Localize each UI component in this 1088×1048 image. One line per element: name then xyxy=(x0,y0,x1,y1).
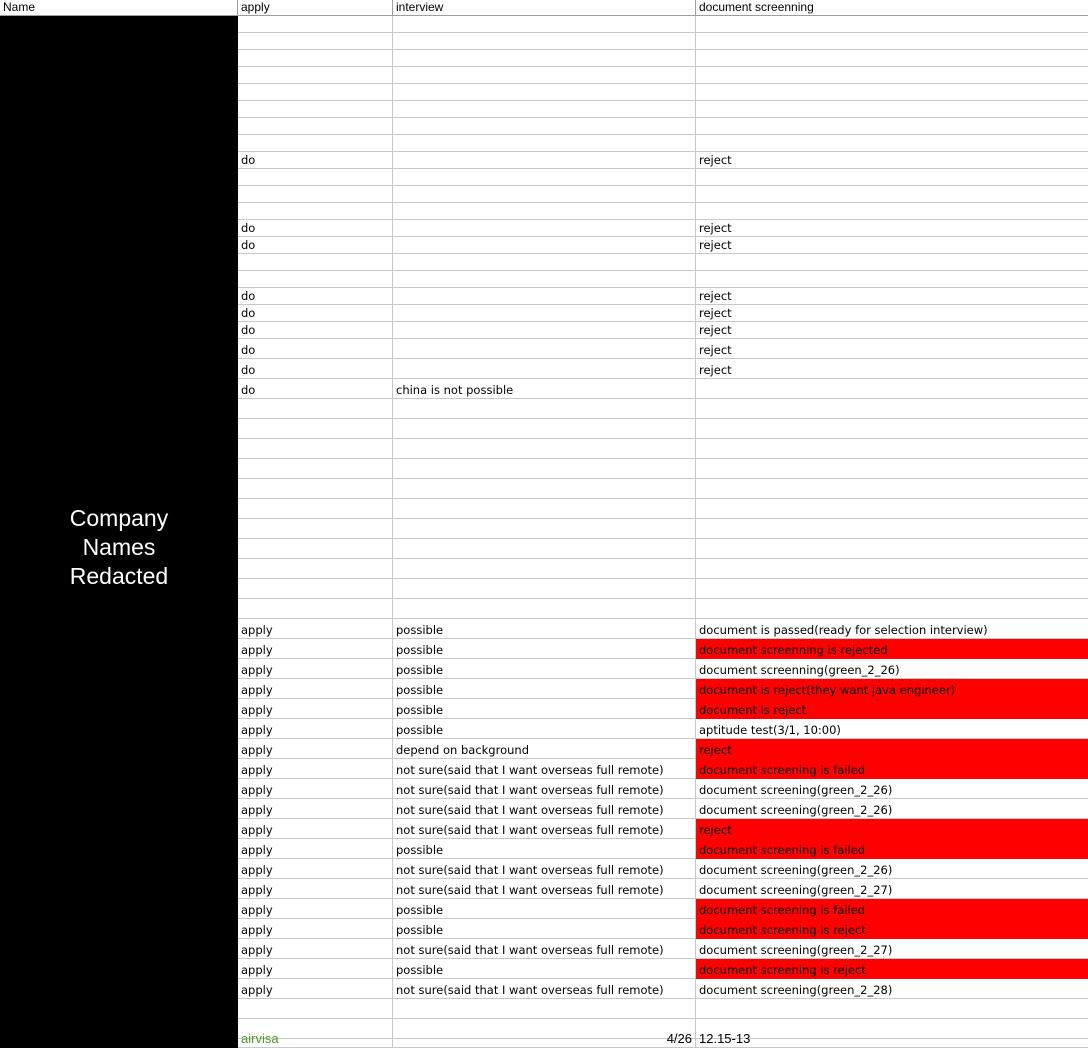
table-row xyxy=(238,699,1088,719)
cell-interview[interactable] xyxy=(393,499,696,519)
cell-document-screening[interactable] xyxy=(696,254,1088,271)
cell-document-screening[interactable]: document screening(green_2_27) xyxy=(696,879,1088,899)
table-row xyxy=(238,739,1088,759)
cell-apply[interactable] xyxy=(238,186,393,203)
cell-document-screening[interactable] xyxy=(696,419,1088,439)
cell-interview[interactable] xyxy=(393,16,696,33)
cell-document-screening[interactable] xyxy=(696,67,1088,84)
cell-document-screening[interactable] xyxy=(696,379,1088,399)
cell-apply[interactable]: apply xyxy=(238,979,393,999)
cell-apply[interactable]: apply xyxy=(238,679,393,699)
cell-document-screening[interactable] xyxy=(696,169,1088,186)
cell-document-screening[interactable] xyxy=(696,186,1088,203)
redacted-label xyxy=(0,504,238,591)
cell-interview[interactable] xyxy=(393,479,696,499)
cell-document-screening[interactable]: document screening(green_2_26) xyxy=(696,859,1088,879)
cell-apply[interactable]: do xyxy=(238,237,393,254)
cell-interview[interactable] xyxy=(393,135,696,152)
cell-apply[interactable]: apply xyxy=(238,819,393,839)
table-row xyxy=(238,67,1088,84)
cell-document-screening[interactable]: reject xyxy=(696,305,1088,322)
cell-interview[interactable] xyxy=(393,271,696,288)
table-row xyxy=(238,559,1088,579)
cell-document-screening[interactable] xyxy=(696,101,1088,118)
cell-apply[interactable]: do xyxy=(238,152,393,169)
cell-document-screening[interactable]: aptitude test(3/1, 10:00) xyxy=(696,719,1088,739)
cell-apply[interactable] xyxy=(238,539,393,559)
cell-document-screening[interactable] xyxy=(696,135,1088,152)
cell-document-screening[interactable] xyxy=(696,16,1088,33)
table-row xyxy=(238,519,1088,539)
cell-document-screening[interactable] xyxy=(696,459,1088,479)
cell-interview[interactable]: not sure(said that I want overseas full remote) xyxy=(393,879,696,899)
cell-interview[interactable]: not sure(said that I want overseas full remote) xyxy=(393,779,696,799)
table-row xyxy=(238,919,1088,939)
cell-document-screening[interactable]: document screening is failed xyxy=(696,899,1088,919)
cell-interview[interactable]: possible xyxy=(393,959,696,979)
cell-apply[interactable] xyxy=(238,599,393,619)
cell-document-screening[interactable] xyxy=(696,599,1088,619)
cell-document-screening[interactable] xyxy=(696,999,1088,1019)
cell-apply[interactable]: do xyxy=(238,339,393,359)
cell-document-screening[interactable]: document screenning is rejected xyxy=(696,639,1088,659)
table-row xyxy=(238,305,1088,322)
cell-interview[interactable]: china is not possible xyxy=(393,379,696,399)
cell-apply[interactable] xyxy=(238,271,393,288)
cell-document-screening[interactable]: reject xyxy=(696,152,1088,169)
cell-apply[interactable]: apply xyxy=(238,759,393,779)
cell-document-screening[interactable]: document screening is failed xyxy=(696,759,1088,779)
cell-interview[interactable] xyxy=(393,169,696,186)
table-row xyxy=(238,439,1088,459)
table-row xyxy=(238,959,1088,979)
table-row xyxy=(238,220,1088,237)
cell-document-screening[interactable]: document screening is failed xyxy=(696,839,1088,859)
table-row xyxy=(238,879,1088,899)
cell-apply[interactable]: do xyxy=(238,322,393,339)
cell-interview[interactable]: possible xyxy=(393,719,696,739)
cell-document-screening[interactable] xyxy=(696,559,1088,579)
table-row xyxy=(238,169,1088,186)
table-row xyxy=(238,579,1088,599)
table-row xyxy=(238,288,1088,305)
cell-interview[interactable] xyxy=(393,459,696,479)
cell-document-screening[interactable]: reject xyxy=(696,359,1088,379)
table-row xyxy=(238,419,1088,439)
cell-interview[interactable]: depend on background xyxy=(393,739,696,759)
cell-document-screening[interactable] xyxy=(696,439,1088,459)
cell-apply[interactable] xyxy=(238,50,393,67)
table-row xyxy=(238,499,1088,519)
cell-document-screening[interactable] xyxy=(696,271,1088,288)
cell-document-screening[interactable]: reject xyxy=(696,819,1088,839)
cell-apply[interactable] xyxy=(238,84,393,101)
cell-document-screening[interactable] xyxy=(696,50,1088,67)
cell-interview[interactable]: possible xyxy=(393,619,696,639)
table-row xyxy=(238,479,1088,499)
cell-apply[interactable] xyxy=(238,254,393,271)
cell-document-screening[interactable]: document screening(green_2_28) xyxy=(696,979,1088,999)
cell-interview[interactable] xyxy=(393,999,696,1019)
cell-interview[interactable] xyxy=(393,419,696,439)
cell-document-screening[interactable]: document screening is reject xyxy=(696,959,1088,979)
cell-apply[interactable] xyxy=(238,16,393,33)
cell-document-screening[interactable]: reject xyxy=(696,220,1088,237)
cell-document-screening[interactable] xyxy=(696,399,1088,419)
cell-interview[interactable] xyxy=(393,599,696,619)
footer-apply-cell[interactable]: airvisa xyxy=(238,1028,393,1048)
cell-apply[interactable]: apply xyxy=(238,859,393,879)
cell-apply[interactable] xyxy=(238,118,393,135)
cell-apply[interactable] xyxy=(238,419,393,439)
cell-interview[interactable] xyxy=(393,519,696,539)
table-row xyxy=(238,33,1088,50)
cell-apply[interactable]: apply xyxy=(238,699,393,719)
table-row xyxy=(238,839,1088,859)
cell-document-screening[interactable]: document is passed(ready for selection interview) xyxy=(696,619,1088,639)
cell-document-screening[interactable] xyxy=(696,118,1088,135)
cell-document-screening[interactable]: reject xyxy=(696,339,1088,359)
table-row xyxy=(238,359,1088,379)
cell-interview[interactable] xyxy=(393,254,696,271)
cell-interview[interactable] xyxy=(393,220,696,237)
table-row xyxy=(238,979,1088,999)
cell-document-screening[interactable]: document is reject xyxy=(696,699,1088,719)
cell-apply[interactable] xyxy=(238,499,393,519)
cell-document-screening[interactable]: document is reject(they want java engineer) xyxy=(696,679,1088,699)
cell-apply[interactable] xyxy=(238,67,393,84)
table-row xyxy=(238,799,1088,819)
cell-interview[interactable] xyxy=(393,399,696,419)
cell-apply[interactable] xyxy=(238,999,393,1019)
table-row xyxy=(238,101,1088,118)
cell-interview[interactable]: not sure(said that I want overseas full remote) xyxy=(393,979,696,999)
cell-document-screening[interactable]: document screening(green_2_26) xyxy=(696,779,1088,799)
cell-interview[interactable] xyxy=(393,84,696,101)
cell-document-screening[interactable] xyxy=(696,579,1088,599)
cell-apply[interactable]: do xyxy=(238,359,393,379)
cell-document-screening[interactable]: document screenning(green_2_26) xyxy=(696,659,1088,679)
footer-interview-cell[interactable]: 4/26 xyxy=(393,1028,696,1048)
cell-interview[interactable]: possible xyxy=(393,839,696,859)
cell-apply[interactable]: apply xyxy=(238,919,393,939)
table-row xyxy=(238,639,1088,659)
cell-interview[interactable] xyxy=(393,339,696,359)
cell-interview[interactable]: not sure(said that I want overseas full remote) xyxy=(393,819,696,839)
table-row xyxy=(238,659,1088,679)
cell-interview[interactable]: possible xyxy=(393,699,696,719)
cell-interview[interactable]: not sure(said that I want overseas full remote) xyxy=(393,759,696,779)
footer-document-cell[interactable]: 12.15-13 xyxy=(696,1028,1088,1048)
table-row xyxy=(238,619,1088,639)
table-row xyxy=(238,679,1088,699)
cell-apply[interactable]: do xyxy=(238,220,393,237)
cell-document-screening[interactable] xyxy=(696,519,1088,539)
cell-apply[interactable]: apply xyxy=(238,899,393,919)
cell-interview[interactable] xyxy=(393,186,696,203)
cell-interview[interactable]: possible xyxy=(393,659,696,679)
table-row xyxy=(238,135,1088,152)
cell-interview[interactable]: not sure(said that I want overseas full remote) xyxy=(393,799,696,819)
table-row xyxy=(238,322,1088,339)
table-row xyxy=(238,186,1088,203)
cell-document-screening[interactable] xyxy=(696,479,1088,499)
table-row xyxy=(238,254,1088,271)
cell-interview[interactable] xyxy=(393,203,696,220)
table-row xyxy=(238,237,1088,254)
cell-interview[interactable] xyxy=(393,439,696,459)
cell-apply[interactable]: apply xyxy=(238,799,393,819)
table-row xyxy=(238,859,1088,879)
table-row xyxy=(238,16,1088,33)
cell-document-screening[interactable]: document screening(green_2_26) xyxy=(696,799,1088,819)
cell-interview[interactable] xyxy=(393,359,696,379)
cell-apply[interactable] xyxy=(238,439,393,459)
header-document-screening[interactable]: document screenning xyxy=(699,0,814,14)
cell-interview[interactable] xyxy=(393,101,696,118)
cell-apply[interactable]: apply xyxy=(238,639,393,659)
table-row xyxy=(238,399,1088,419)
cell-interview[interactable] xyxy=(393,305,696,322)
cell-interview[interactable]: possible xyxy=(393,899,696,919)
name-column-redacted xyxy=(0,16,238,1048)
redacted-line-3: Redacted xyxy=(69,563,169,589)
cell-apply[interactable]: do xyxy=(238,305,393,322)
cell-interview[interactable]: possible xyxy=(393,919,696,939)
cell-interview[interactable] xyxy=(393,152,696,169)
cell-apply[interactable] xyxy=(238,33,393,50)
cell-apply[interactable]: apply xyxy=(238,619,393,639)
cell-interview[interactable] xyxy=(393,33,696,50)
cell-apply[interactable]: apply xyxy=(238,839,393,859)
cell-document-screening[interactable] xyxy=(696,33,1088,50)
cell-apply[interactable] xyxy=(238,135,393,152)
cell-apply[interactable]: apply xyxy=(238,719,393,739)
cell-interview[interactable] xyxy=(393,539,696,559)
cell-apply[interactable]: apply xyxy=(238,739,393,759)
cell-interview[interactable] xyxy=(393,237,696,254)
cell-interview[interactable] xyxy=(393,559,696,579)
cell-interview[interactable]: possible xyxy=(393,679,696,699)
cell-apply[interactable] xyxy=(238,203,393,220)
table-row xyxy=(238,759,1088,779)
table-row xyxy=(238,539,1088,559)
cell-apply[interactable] xyxy=(238,101,393,118)
cell-apply[interactable]: apply xyxy=(238,659,393,679)
cell-apply[interactable] xyxy=(238,559,393,579)
table-row xyxy=(238,379,1088,399)
cell-apply[interactable] xyxy=(238,459,393,479)
table-row xyxy=(238,459,1088,479)
cell-interview[interactable] xyxy=(393,322,696,339)
cell-apply[interactable]: apply xyxy=(238,939,393,959)
cell-document-screening[interactable] xyxy=(696,84,1088,101)
cell-document-screening[interactable]: reject xyxy=(696,237,1088,254)
cell-apply[interactable] xyxy=(238,479,393,499)
cell-apply[interactable] xyxy=(238,399,393,419)
table-row xyxy=(238,899,1088,919)
table-row xyxy=(238,118,1088,135)
table-row xyxy=(238,719,1088,739)
table-row xyxy=(238,50,1088,67)
cell-document-screening[interactable]: reject xyxy=(696,322,1088,339)
cell-apply[interactable]: do xyxy=(238,379,393,399)
cell-interview[interactable] xyxy=(393,67,696,84)
cell-apply[interactable] xyxy=(238,519,393,539)
cell-apply[interactable]: apply xyxy=(238,959,393,979)
table-row xyxy=(238,339,1088,359)
cell-apply[interactable]: apply xyxy=(238,779,393,799)
cell-interview[interactable]: not sure(said that I want overseas full remote) xyxy=(393,939,696,959)
redacted-line-2: Names xyxy=(82,534,156,560)
table-row xyxy=(238,779,1088,799)
table-row xyxy=(238,599,1088,619)
cell-interview[interactable] xyxy=(393,118,696,135)
footer-row xyxy=(238,1028,1088,1048)
cell-apply[interactable] xyxy=(238,169,393,186)
table-row xyxy=(238,271,1088,288)
table-row xyxy=(238,999,1088,1019)
cell-apply[interactable]: do xyxy=(238,288,393,305)
cell-interview[interactable] xyxy=(393,288,696,305)
table-row xyxy=(238,203,1088,220)
header-apply[interactable]: apply xyxy=(238,0,393,16)
table-row xyxy=(238,84,1088,101)
cell-interview[interactable]: not sure(said that I want overseas full remote) xyxy=(393,859,696,879)
cell-interview[interactable] xyxy=(393,579,696,599)
cell-document-screening[interactable] xyxy=(696,499,1088,519)
cell-document-screening[interactable]: document screening(green_2_27) xyxy=(696,939,1088,959)
table-row xyxy=(238,939,1088,959)
cell-interview[interactable] xyxy=(393,50,696,67)
table-row xyxy=(238,819,1088,839)
redacted-line-1: Company xyxy=(69,505,169,531)
table-row xyxy=(238,152,1088,169)
cell-document-screening[interactable]: reject xyxy=(696,739,1088,759)
cell-apply[interactable]: apply xyxy=(238,879,393,899)
header-interview[interactable]: interview xyxy=(393,0,696,16)
header-name[interactable]: Name xyxy=(0,0,238,16)
cell-document-screening[interactable]: document screening is reject xyxy=(696,919,1088,939)
cell-document-screening[interactable] xyxy=(696,203,1088,220)
cell-document-screening[interactable]: reject xyxy=(696,288,1088,305)
header-row xyxy=(0,0,1088,16)
cell-apply[interactable] xyxy=(238,579,393,599)
cell-interview[interactable]: possible xyxy=(393,639,696,659)
cell-document-screening[interactable] xyxy=(696,539,1088,559)
